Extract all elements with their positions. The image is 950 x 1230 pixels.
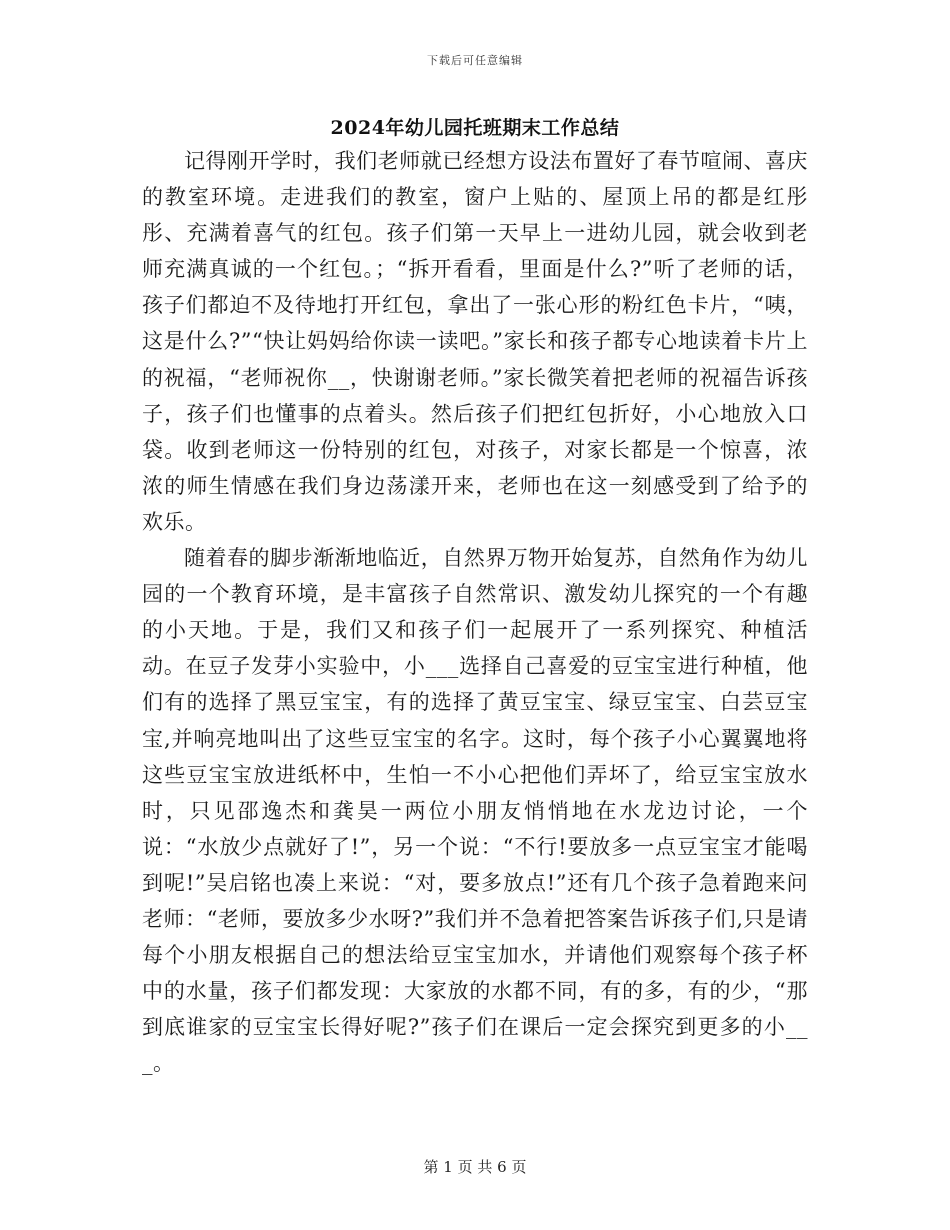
paragraph-2: 随着春的脚步渐渐地临近，自然界万物开始复苏，自然角作为幼儿园的一个教育环境，是丰富孩子自然常识、激发幼儿探究的一个有趣的小天地。于是，我们又和孩子们一起展开了一系列探究、种植活动。在豆子发芽小实验中，小___选择自己喜爱的豆宝宝进行种植，他们有的选择了黑豆宝宝，有的选择了黄豆宝宝、绿豆宝宝、白芸豆宝宝,并响亮地叫出了这些豆宝宝的名字。这时，每个孩子小心翼翼地将这些豆宝宝放进纸杯中，生怕一不小心把他们弄坏了，给豆宝宝放水时，只见邵逸杰和龚昊一两位小朋友悄悄地在水龙边讨论，一个说：“水放少点就好了!”，另一个说：“不行!要放多一点豆宝宝才能喝到呢!”吴启铭也凑上来说：“对，要多放点!”还有几个孩子急着跑来问老师：“老师，要放多少水呀?”我们并不急着把答案告诉孩子们,只是请每个小朋友根据自己的想法给豆宝宝加水，并请他们观察每个孩子杯中的水量，孩子们都发现：大家放的水都不同，有的多，有的少，“那到底谁家的豆宝宝长得好呢?”孩子们在课后一定会探究到更多的小___。	[142, 546, 808, 1076]
paragraph-1: 记得刚开学时，我们老师就已经想方设法布置好了春节喧闹、喜庆的教室环境。走进我们的教室，窗户上贴的、屋顶上吊的都是红彤彤、充满着喜气的红包。孩子们第一天早上一进幼儿园，就会收到老师充满真诚的一个红包。；“拆开看看，里面是什么?”听了老师的话，孩子们都迫不及待地打开红包，拿出了一张心形的粉红色卡片，“咦，这是什么?”“快让妈妈给你读一读吧。”家长和孩子都专心地读着卡片上的祝福，“老师祝你__，快谢谢老师。”家长微笑着把老师的祝福告诉孩子，孩子们也懂事的点着头。然后孩子们把红包折好，小心地放入口袋。收到老师这一份特别的红包，对孩子，对家长都是一个惊喜，浓浓的师生情感在我们身边荡漾开来，老师也在这一刻感受到了给予的欢乐。	[142, 149, 808, 534]
document-title: 2024年幼儿园托班期末工作总结	[330, 117, 620, 139]
page-number: 第 1 页 共 6 页	[423, 1158, 527, 1176]
document-body	[142, 143, 808, 1081]
header-note: 下载后可任意编辑	[427, 54, 523, 67]
